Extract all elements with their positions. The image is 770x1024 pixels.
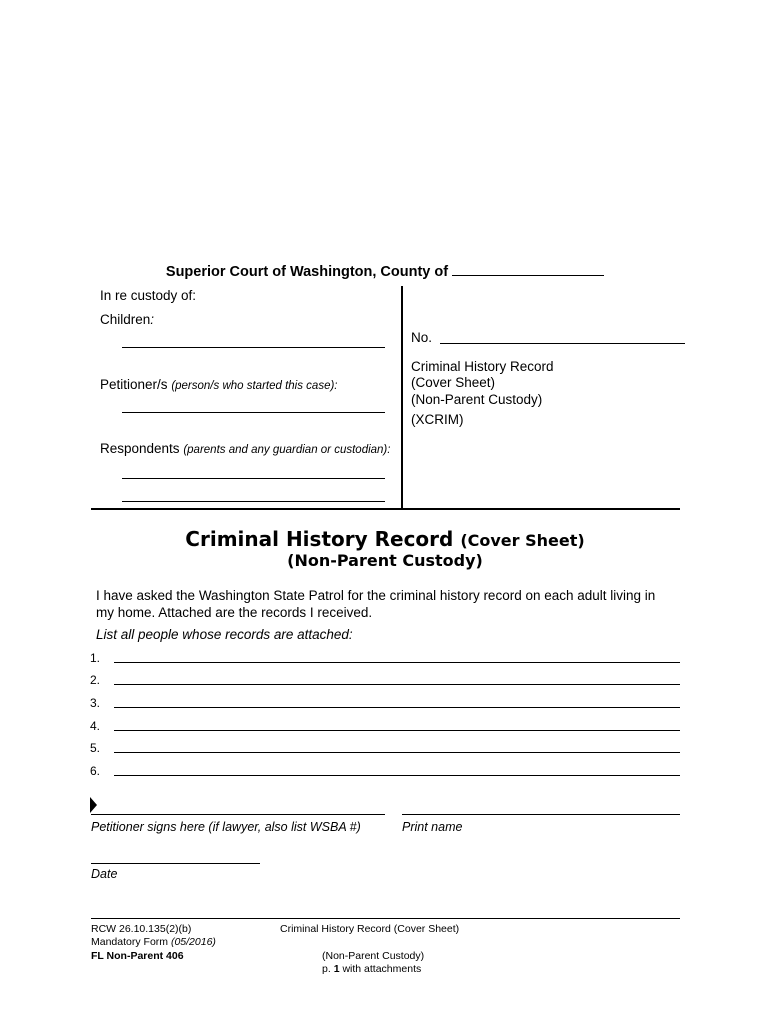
court-title-text: Superior Court of Washington, County of — [165, 264, 449, 280]
page-number: 1 — [333, 963, 340, 975]
mandatory-form-text: Mandatory Form — [91, 936, 169, 948]
record-name-field-2[interactable] — [114, 684, 680, 685]
petitioner-signature-field[interactable] — [91, 814, 385, 815]
record-name-field-3[interactable] — [114, 707, 680, 708]
form-date: (05/2016) — [170, 936, 216, 948]
children-text: Children — [100, 312, 151, 327]
print-name-label: Print name — [402, 820, 463, 834]
list-number: 6. — [90, 764, 101, 778]
petitioner-name-field[interactable] — [122, 412, 385, 413]
in-re-label: In re custody of: — [100, 288, 197, 303]
date-label: Date — [91, 867, 118, 881]
caption-bottom-rule — [91, 508, 680, 510]
list-instruction: List all people whose records are attached: — [96, 627, 353, 642]
doc-code: (XCRIM) — [411, 412, 464, 427]
respondent-name-field-2[interactable] — [122, 501, 385, 502]
doc-name-line3: (Non-Parent Custody) — [411, 392, 543, 407]
respondents-note: (parents and any guardian or custodian): — [183, 444, 391, 456]
page-suffix: with attachments — [342, 963, 422, 975]
court-title — [0, 262, 770, 280]
record-name-field-1[interactable] — [114, 662, 680, 663]
date-field[interactable] — [91, 863, 260, 864]
petitioner-note: (person/s who started this case): — [171, 380, 338, 392]
record-name-field-6[interactable] — [114, 775, 680, 776]
doc-title — [0, 527, 770, 551]
record-name-field-5[interactable] — [114, 752, 680, 753]
children-colon: : — [150, 312, 155, 327]
respondents-text: Respondents — [100, 441, 180, 456]
doc-title-main: Criminal History Record — [185, 527, 454, 551]
footer-rule — [91, 918, 680, 919]
list-number: 2. — [90, 673, 101, 687]
case-no-label: No. — [411, 330, 433, 345]
page-prefix: p. — [322, 963, 331, 975]
list-number: 1. — [90, 651, 101, 665]
list-number: 4. — [90, 719, 101, 733]
children-label — [100, 312, 154, 327]
footer-form-id: FL Non-Parent 406 — [91, 950, 184, 962]
petitioner-text: Petitioner/s — [100, 377, 168, 392]
petitioner-label — [100, 377, 338, 392]
footer-center-line1: Criminal History Record (Cover Sheet) — [280, 923, 460, 935]
footer-page — [322, 963, 421, 976]
print-name-field[interactable] — [402, 814, 680, 815]
record-name-field-4[interactable] — [114, 730, 680, 731]
statement-line1: I have asked the Washington State Patrol for the criminal history record on each adult living in — [96, 588, 656, 603]
county-field[interactable] — [452, 262, 604, 276]
doc-name-line1: Criminal History Record — [411, 359, 554, 374]
doc-name-line2: (Cover Sheet) — [411, 375, 496, 390]
list-number: 3. — [90, 696, 101, 710]
statement-line2: my home. Attached are the records I received. — [96, 605, 373, 620]
doc-subtitle: (Non-Parent Custody) — [287, 551, 483, 570]
footer-center-line2: (Non-Parent Custody) — [322, 950, 425, 962]
caption-divider — [401, 286, 403, 509]
petitioner-signs-label: Petitioner signs here (if lawyer, also list WSBA #) — [91, 820, 361, 834]
footer-rcw: RCW 26.10.135(2)(b) — [91, 923, 192, 935]
doc-title-suffix: (Cover Sheet) — [460, 531, 585, 550]
list-number: 5. — [90, 741, 101, 755]
children-name-field[interactable] — [122, 347, 385, 348]
respondents-label — [100, 441, 390, 456]
case-number-field[interactable] — [440, 343, 685, 344]
footer-mandatory-form — [91, 936, 216, 949]
respondent-name-field-1[interactable] — [122, 478, 385, 479]
sign-here-arrow-icon — [90, 797, 98, 813]
